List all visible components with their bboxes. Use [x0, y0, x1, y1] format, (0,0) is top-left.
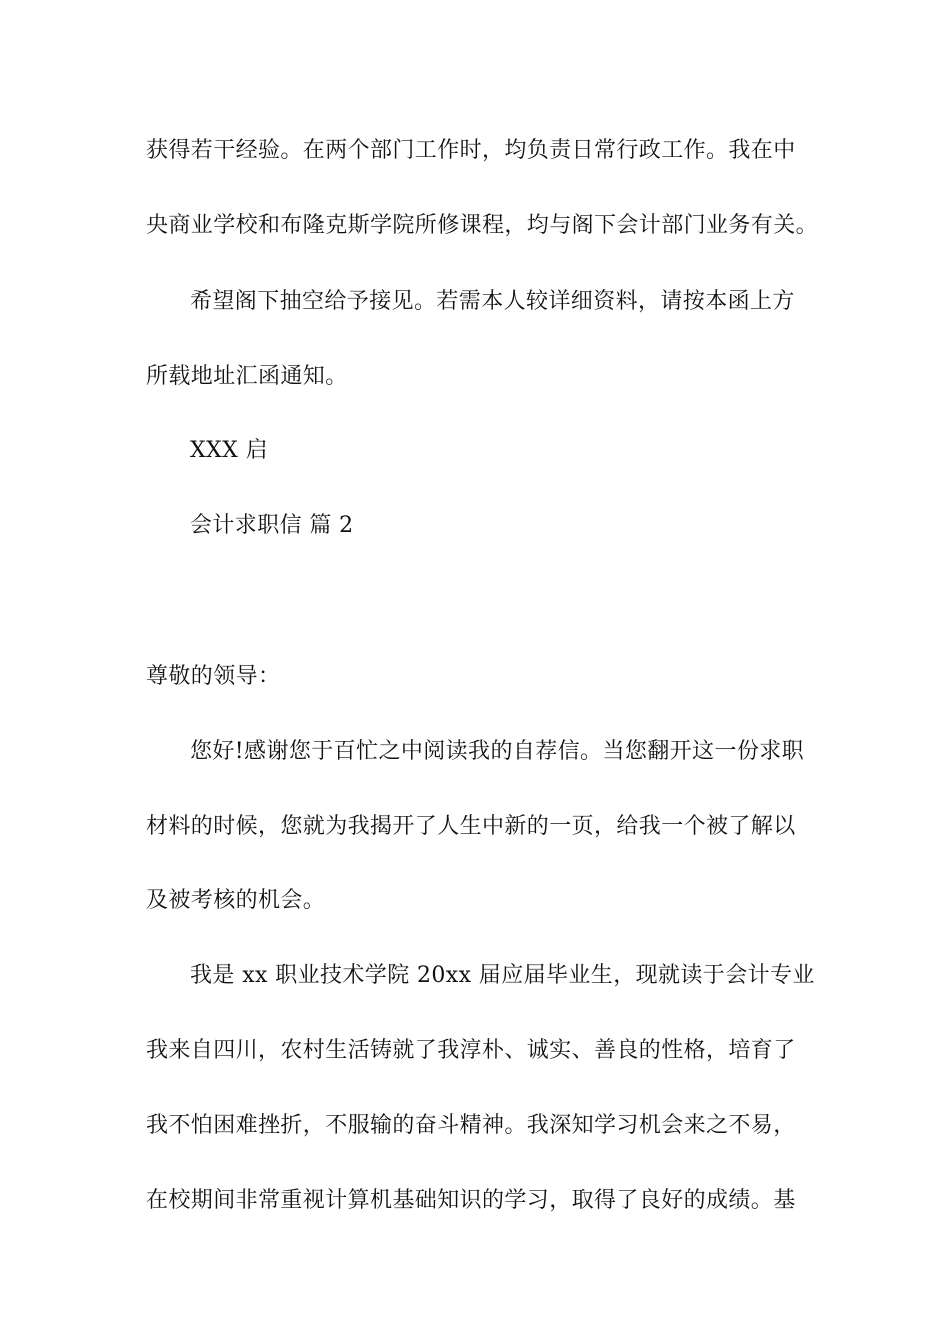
paragraph-line: 我不怕困难挫折，不服输的奋斗精神。我深知学习机会来之不易， [146, 1113, 796, 1138]
paragraph-line: 材料的时候，您就为我揭开了人生中新的一页，给我一个被了解以 [146, 814, 796, 839]
paragraph-line: 希望阁下抽空给予接见。若需本人较详细资料，请按本函上方 [190, 289, 795, 314]
paragraph-line: 所载地址汇函通知。 [146, 364, 348, 389]
paragraph-line: 央商业学校和布隆克斯学院所修课程，均与阁下会计部门业务有关。 [146, 213, 819, 238]
signature-line: XXX 启 [190, 438, 268, 463]
paragraph-line: 获得若干经验。在两个部门工作时，均负责日常行政工作。我在中 [146, 138, 796, 163]
section-heading: 会计求职信 篇 2 [190, 513, 354, 538]
paragraph-line: 我来自四川，农村生活铸就了我淳朴、诚实、善良的性格，培育了 [146, 1038, 796, 1063]
paragraph-line: 在校期间非常重视计算机基础知识的学习，取得了良好的成绩。基 [146, 1188, 796, 1213]
paragraph-line: 及被考核的机会。 [146, 888, 326, 913]
salutation: 尊敬的领导： [146, 664, 281, 689]
paragraph-line: 您好!感谢您于百忙之中阅读我的自荐信。当您翻开这一份求职 [190, 739, 805, 764]
paragraph-line: 我是 xx 职业技术学院 20xx 届应届毕业生，现就读于会计专业 [190, 963, 815, 988]
